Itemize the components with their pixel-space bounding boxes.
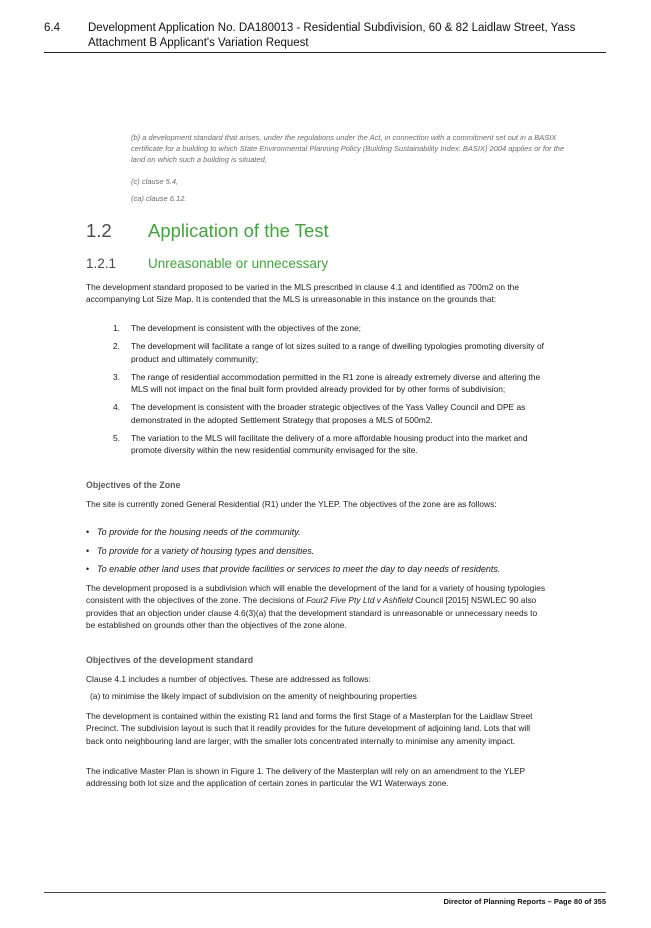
list-marker: 5. — [113, 433, 120, 444]
list-marker: 4. — [113, 402, 120, 413]
zone-discussion-text-cont: Council [2015] NSWLEC 90 also provides that an objection under clause 4.6(3)(a) that the development standard is unreasonable or unnecessary needs to be established on grounds other than the objectives of the zone alone. — [86, 595, 538, 630]
list-item-text: The variation to the MLS will facilitate the delivery of a more affordable housing product into the market and promote diversity within the new residential community envisaged for the site. — [131, 433, 528, 456]
subsection-heading-title: Unreasonable or unnecessary — [148, 256, 329, 271]
list-item-text: The development is consistent with the objectives of the zone; — [131, 323, 361, 333]
list-marker: 2. — [113, 341, 120, 352]
quote-clause-b: (b) a development standard that arises, under the regulations under the Act, in connection with a commitment set out in a BASIX certificate for a building to which State Environmental Planning Policy (Building Sustainability Index: BASIX) 2004 applies or for the land on which such a building is situated, — [131, 133, 565, 164]
section-heading-title: Application of the Test — [148, 220, 329, 241]
footer-divider — [44, 892, 606, 893]
list-item-text: To enable other land uses that provide facilities or services to meet the day to day needs of residents. — [97, 564, 501, 574]
zone-objectives-heading: Objectives of the Zone — [86, 480, 181, 490]
list-item — [113, 432, 553, 457]
list-item — [113, 371, 553, 396]
header-subtitle: Attachment B Applicant's Variation Request — [88, 37, 309, 49]
subsection-heading — [86, 256, 328, 271]
page-footer: Director of Planning Reports – Page 80 of 355 — [443, 897, 606, 906]
list-item-text: The development will facilitate a range of lot sizes suited to a range of dwelling typologies promoting diversity of product and ultimately community; — [131, 341, 544, 364]
list-item — [113, 322, 553, 334]
standard-paragraph-2: The indicative Master Plan is shown in Figure 1. The delivery of the Masterplan will rely on an amendment to the YLEP addressing both lot size and the application of certain zones in particular the W1 Waterways zone. — [86, 766, 525, 789]
header-title: Development Application No. DA180013 - Residential Subdivision, 60 & 82 Laidlaw Street, Yass — [88, 22, 576, 34]
standard-intro-paragraph: Clause 4.1 includes a number of objectives. These are addressed as follows: — [86, 674, 371, 684]
zone-discussion-paragraph — [86, 582, 548, 631]
list-marker: 1. — [113, 323, 120, 333]
standard-paragraph-1: The development is contained within the existing R1 land and forms the first Stage of a Masterplan for the Laidlaw Street Precinct. The subdivision layout is such that it readily provides for the future development of adjoining land. Lots that will back onto neighbouring land are larger, with the smaller lots concentrated internally to minimise any amenity impact. — [86, 711, 533, 746]
grounds-list — [113, 322, 553, 463]
list-item-text: To provide for the housing needs of the community. — [97, 527, 301, 537]
quote-clause-ca: (ca) clause 6.12. — [131, 194, 187, 203]
list-marker: 3. — [113, 371, 120, 382]
bullet-icon: • — [86, 545, 90, 556]
standard-objective-a: (a) to minimise the likely impact of subdivision on the amenity of neighbouring properties — [90, 691, 417, 701]
zone-objectives-list — [86, 526, 556, 582]
bullet-icon: • — [86, 527, 90, 537]
list-item-text: The range of residential accommodation permitted in the R1 zone is already extremely diverse and altering the MLS will not impact on the final built form provided already provided for by other forms of subdivision; — [131, 371, 541, 395]
list-item-text: The development is consistent with the broader strategic objectives of the Yass Valley Council and DPE as demonstrated in the adopted Settlement Strategy that proposes a MLS of 500m2. — [131, 402, 526, 425]
list-item — [113, 340, 553, 365]
case-citation: Four2 Five Pty Ltd v Ashfield — [306, 595, 413, 606]
section-number: 6.4 — [44, 22, 60, 34]
list-item — [86, 563, 556, 575]
list-item — [113, 401, 553, 426]
intro-paragraph: The development standard proposed to be varied in the MLS prescribed in clause 4.1 and identified as 700m2 on the accompanying Lot Size Map. It is contended that the MLS is unreasonable in this instance on the grounds that: — [86, 282, 519, 305]
zone-discussion-text: The development proposed is a subdivision which will enable the development of the land for a variety of housing typologies consistent with the objectives of the zone. The decisions of — [86, 583, 546, 606]
standard-objectives-heading: Objectives of the development standard — [86, 655, 254, 665]
quote-clause-c: (c) clause 5.4, — [131, 177, 179, 186]
section-heading — [86, 220, 329, 242]
list-item — [86, 545, 556, 557]
zone-intro-paragraph: The site is currently zoned General Residential (R1) under the YLEP. The objectives of the zone are as follows: — [86, 499, 497, 509]
subsection-heading-number: 1.2.1 — [86, 256, 117, 271]
list-item-text: To provide for a variety of housing types and densities. — [97, 545, 315, 556]
section-heading-number: 1.2 — [86, 220, 112, 241]
header-divider — [44, 52, 606, 53]
bullet-icon: • — [86, 564, 90, 574]
list-item — [86, 526, 556, 538]
